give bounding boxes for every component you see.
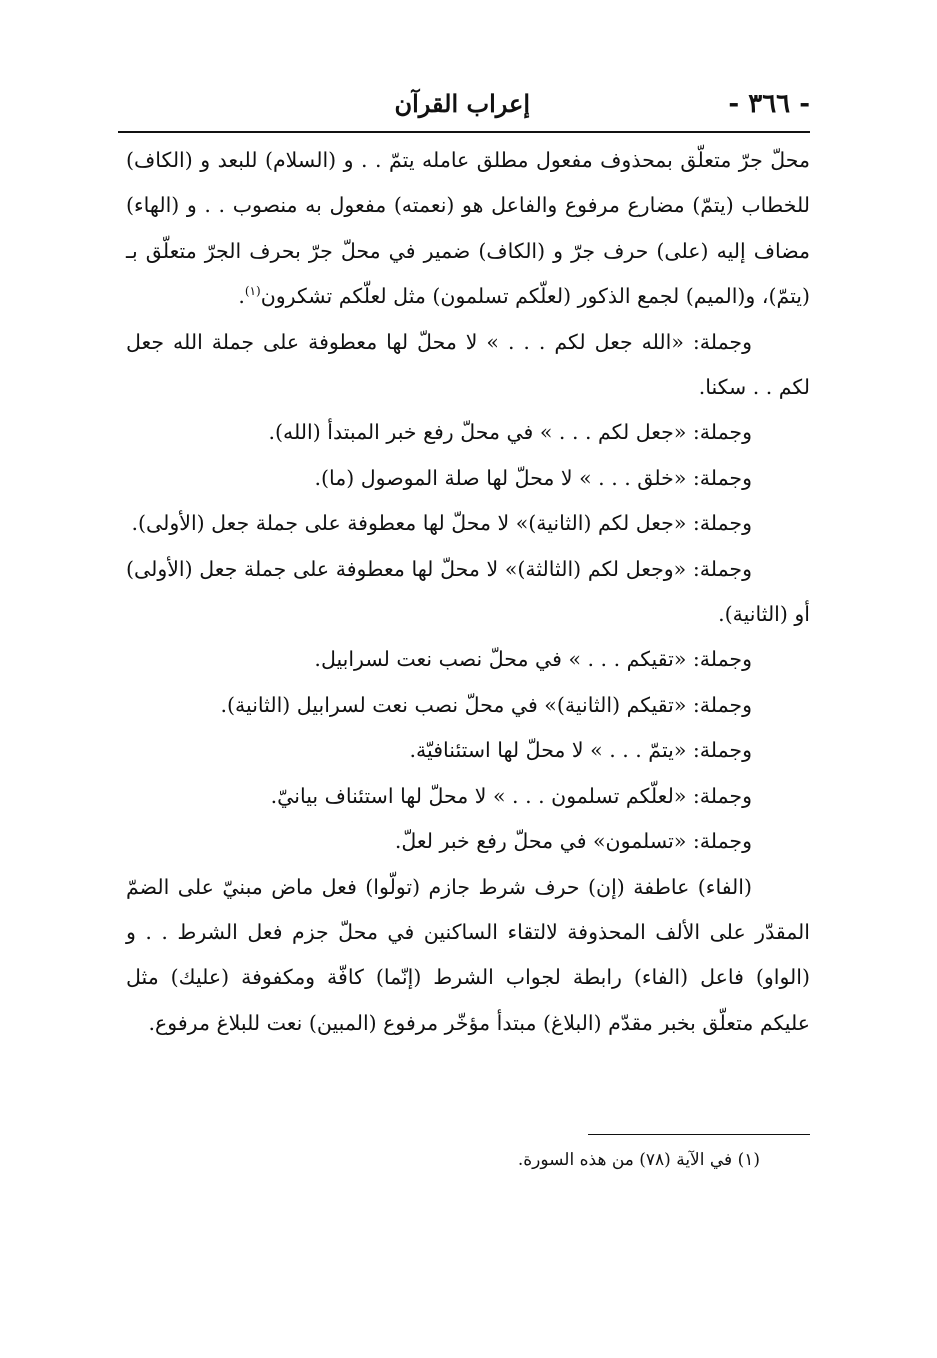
running-title: إعراب القرآن [394,89,530,118]
paragraph-10: وجملة: «لعلّكم تسلمون . . . » لا محلّ لها استئناف بيانيّ. [270,783,752,808]
paragraph-1-end: . [238,284,245,309]
paragraph-6: وجملة: «وجعل لكم (الثالثة)» لا محلّ لها معطوفة على جملة جعل (الأولى) أو (الثانية). [126,556,810,627]
paragraph-12: (الفاء) عاطفة (إن) حرف شرط جازم (تولّوا) فعل ماض مبنيّ على الضمّ المقدّر على الألف المحذوفة لالتقاء الساكنين في محلّ جزم فعل الشرط . . و (الواو) فاعل (الفاء) رابطة لجواب الشرط (إنّما) كافّة ومكفوفة (عليك) مثل عليكم متعلّق بخبر مقدّم (البلاغ) مبتدأ مؤخّر مرفوع (المبين) نعت للبلاغ مرفوع. [126,874,810,1035]
body-text [126,138,810,1046]
paragraph-4: وجملة: «خلق . . . » لا محلّ لها صلة الموصول (ما). [314,465,752,490]
paragraph-1 [126,138,810,320]
header-rule [118,131,810,133]
footnote-reference: (١) [244,284,261,299]
paragraph-9: وجملة: «يتمّ . . . » لا محلّ لها استئنافيّة. [409,738,752,763]
paragraph-2: وجملة: «الله جعل لكم . . . » لا محلّ لها معطوفة على جملة الله جعل لكم . . سكنا. [126,329,810,400]
footnote-rule [588,1134,810,1135]
page-number: - ٣٦٦ - [728,89,810,119]
paragraph-11: وجملة: «تسلمون» في محلّ رفع خبر لعلّ. [394,829,752,854]
paragraph-8: وجملة: «تقيكم (الثانية)» في محلّ نصب نعت لسرابيل (الثانية). [220,692,752,717]
paragraph-7: وجملة: «تقيكم . . . » في محلّ نصب نعت لسرابيل. [314,647,752,672]
page-header [118,86,810,126]
paragraph-3: وجملة: «جعل لكم . . . » في محلّ رفع خبر المبتدأ (الله). [268,420,752,445]
footnote: (١) في الآية (٧٨) من هذه السورة. [517,1150,760,1170]
paragraph-1-text: محلّ جرّ متعلّق بمحذوف مفعول مطلق عامله يتمّ . . و (السلام) للبعد و (الكاف) للخطاب (يتمّ) مضارع مرفوع والفاعل هو (نعمته) مفعول به منصوب . . و (الهاء) مضاف إليه (على) حرف جرّ و (الكاف) ضمير في محلّ جرّ بحرف الجرّ متعلّق بـ (يتمّ)، و(الميم) لجمع الذكور (لعلّكم تسلمون) مثل لعلّكم تشكرون [126,148,810,309]
paragraph-5: وجملة: «جعل لكم (الثانية)» لا محلّ لها معطوفة على جملة جعل (الأولى). [131,511,752,536]
